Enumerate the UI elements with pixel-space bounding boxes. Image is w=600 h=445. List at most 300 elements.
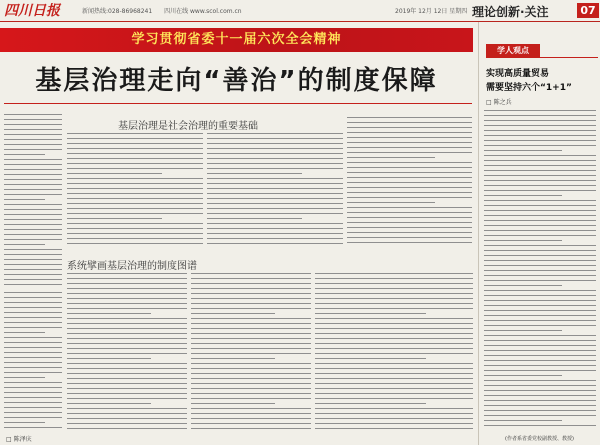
text-line	[4, 367, 62, 368]
text-line	[484, 310, 596, 311]
text-line	[191, 293, 311, 294]
text-line	[484, 300, 596, 301]
text-line	[484, 190, 596, 191]
text-line	[67, 323, 187, 324]
text-line	[484, 280, 596, 281]
text-line	[315, 348, 473, 349]
text-line	[4, 124, 62, 125]
text-line	[484, 405, 596, 406]
text-line	[67, 273, 187, 274]
tag-rule	[540, 57, 598, 58]
text-line	[67, 373, 187, 374]
text-line	[484, 380, 596, 381]
text-line	[4, 154, 45, 155]
text-line	[67, 388, 187, 389]
text-line	[484, 170, 596, 171]
text-line	[207, 163, 343, 164]
text-line	[67, 383, 187, 384]
text-line	[484, 415, 596, 416]
text-line	[315, 378, 473, 379]
text-line	[347, 172, 472, 173]
text-line	[484, 175, 596, 176]
text-line	[315, 353, 473, 354]
text-line	[4, 249, 62, 250]
text-line	[4, 114, 62, 115]
text-line	[67, 148, 203, 149]
text-line	[484, 395, 596, 396]
text-line	[67, 133, 203, 134]
text-line	[4, 209, 62, 210]
text-line	[67, 413, 187, 414]
text-line	[484, 180, 596, 181]
text-line	[347, 207, 472, 208]
text-line	[347, 117, 472, 118]
banner-text: 学习贯彻省委十一届六次全会精神	[131, 32, 342, 47]
text-line	[191, 363, 311, 364]
text-line	[484, 410, 596, 411]
text-line	[347, 237, 472, 238]
text-line	[484, 390, 596, 391]
text-line	[207, 143, 343, 144]
text-line	[67, 278, 187, 279]
text-line	[347, 192, 472, 193]
text-line	[191, 273, 311, 274]
text-line	[484, 235, 596, 236]
text-line	[67, 403, 151, 404]
text-line	[484, 205, 596, 206]
text-line	[484, 285, 562, 286]
text-line	[315, 338, 473, 339]
text-line	[484, 200, 596, 201]
text-line	[191, 393, 311, 394]
text-line	[67, 348, 187, 349]
text-line	[67, 168, 203, 169]
text-line	[4, 292, 62, 293]
text-line	[484, 160, 596, 161]
text-line	[207, 138, 343, 139]
text-line	[4, 402, 62, 403]
text-line	[67, 418, 187, 419]
body-column	[347, 117, 472, 251]
text-line	[4, 194, 62, 195]
text-line	[207, 168, 343, 169]
text-line	[67, 138, 203, 139]
text-line	[67, 293, 187, 294]
text-line	[4, 269, 62, 270]
text-line	[67, 283, 187, 284]
text-line	[484, 225, 596, 226]
text-line	[315, 293, 473, 294]
text-line	[207, 148, 343, 149]
text-line	[484, 335, 596, 336]
text-line	[207, 233, 343, 234]
text-line	[4, 159, 62, 160]
text-line	[315, 313, 426, 314]
text-line	[67, 288, 187, 289]
text-line	[191, 308, 311, 309]
text-line	[347, 142, 472, 143]
text-line	[191, 373, 311, 374]
text-line	[207, 193, 343, 194]
text-line	[4, 129, 62, 130]
text-line	[67, 203, 203, 204]
text-line	[67, 163, 203, 164]
article-headline: 基层治理走向“善治”的制度保障	[35, 66, 438, 96]
text-line	[207, 183, 343, 184]
text-line	[484, 125, 596, 126]
text-line	[484, 340, 596, 341]
text-line	[67, 398, 187, 399]
masthead-info	[82, 6, 252, 15]
text-line	[4, 204, 62, 205]
news-hotline: 新闻热线:028-86968241	[82, 8, 153, 15]
body-column	[67, 133, 203, 251]
text-line	[4, 284, 62, 285]
text-line	[4, 119, 62, 120]
text-line	[207, 173, 302, 174]
text-line	[484, 120, 596, 121]
text-line	[191, 418, 311, 419]
text-line	[4, 224, 62, 225]
text-line	[4, 254, 62, 255]
text-line	[347, 177, 472, 178]
text-line	[4, 149, 62, 150]
text-line	[191, 338, 311, 339]
text-line	[4, 317, 62, 318]
section-title: 理论创新·关注	[472, 5, 549, 19]
text-line	[207, 158, 343, 159]
text-line	[347, 197, 472, 198]
sidebar-title-line1: 实现高质量贸易	[486, 69, 550, 79]
text-line	[191, 283, 311, 284]
text-line	[4, 239, 62, 240]
text-line	[4, 427, 62, 428]
text-line	[484, 140, 596, 141]
text-line	[315, 273, 473, 274]
text-line	[4, 144, 62, 145]
issue-date: 2019年 12月 12日 星期四	[395, 8, 468, 15]
text-line	[4, 219, 62, 220]
text-line	[67, 303, 187, 304]
text-line	[484, 245, 596, 246]
subheading-1: 基层治理是社会治理的重要基础	[118, 121, 258, 132]
text-line	[347, 217, 472, 218]
text-line	[315, 368, 473, 369]
text-line	[4, 264, 62, 265]
text-line	[315, 308, 473, 309]
text-line	[67, 243, 203, 244]
text-line	[67, 378, 187, 379]
text-line	[4, 342, 62, 343]
text-line	[315, 393, 473, 394]
text-line	[191, 413, 311, 414]
text-line	[191, 303, 311, 304]
text-line	[484, 230, 596, 231]
text-line	[4, 229, 62, 230]
text-line	[315, 318, 473, 319]
text-line	[347, 182, 472, 183]
lead-paragraph	[4, 114, 62, 289]
text-line	[484, 315, 596, 316]
text-line	[315, 328, 473, 329]
text-line	[207, 188, 343, 189]
text-line	[67, 208, 203, 209]
text-line	[4, 372, 62, 373]
text-line	[207, 203, 343, 204]
text-line	[484, 165, 596, 166]
text-line	[67, 193, 203, 194]
text-line	[67, 213, 203, 214]
text-line	[315, 418, 473, 419]
text-line	[484, 195, 562, 196]
text-line	[191, 288, 311, 289]
text-line	[191, 403, 275, 404]
text-line	[484, 385, 596, 386]
text-line	[484, 275, 596, 276]
text-line	[207, 198, 343, 199]
text-line	[191, 323, 311, 324]
text-line	[315, 298, 473, 299]
text-line	[67, 308, 187, 309]
text-line	[315, 323, 473, 324]
text-line	[484, 375, 562, 376]
text-line	[191, 353, 311, 354]
text-line	[347, 162, 472, 163]
text-line	[67, 358, 151, 359]
text-line	[4, 184, 62, 185]
text-line	[315, 343, 473, 344]
text-line	[67, 223, 203, 224]
text-line	[207, 153, 343, 154]
text-line	[4, 422, 45, 423]
text-line	[67, 238, 203, 239]
text-line	[315, 383, 473, 384]
text-line	[67, 143, 203, 144]
text-line	[191, 408, 311, 409]
text-line	[315, 403, 426, 404]
text-line	[4, 417, 62, 418]
text-line	[67, 363, 187, 364]
text-line	[4, 297, 62, 298]
text-line	[484, 240, 562, 241]
text-line	[4, 302, 62, 303]
text-line	[67, 183, 203, 184]
text-line	[207, 208, 343, 209]
text-line	[4, 279, 62, 280]
text-line	[484, 210, 596, 211]
text-line	[484, 425, 596, 426]
text-line	[67, 368, 187, 369]
text-line	[347, 212, 472, 213]
text-line	[484, 350, 596, 351]
text-line	[484, 250, 596, 251]
text-line	[207, 228, 343, 229]
text-line	[315, 363, 473, 364]
text-line	[484, 330, 562, 331]
text-line	[315, 288, 473, 289]
text-line	[484, 290, 596, 291]
text-line	[191, 298, 311, 299]
text-line	[484, 115, 596, 116]
text-line	[67, 353, 187, 354]
website-link[interactable]: 四川在线 www.scol.com.cn	[164, 8, 242, 15]
text-line	[347, 227, 472, 228]
text-line	[207, 243, 343, 244]
text-line	[4, 332, 45, 333]
text-line	[4, 322, 62, 323]
text-line	[315, 333, 473, 334]
text-line	[191, 333, 311, 334]
text-line	[347, 242, 472, 243]
text-line	[315, 278, 473, 279]
theme-banner	[0, 28, 473, 52]
text-line	[315, 373, 473, 374]
text-line	[4, 189, 62, 190]
text-line	[4, 362, 62, 363]
text-line	[191, 358, 275, 359]
text-line	[4, 234, 62, 235]
text-line	[484, 110, 596, 111]
text-line	[191, 383, 311, 384]
column-tag: 学人观点	[486, 44, 540, 58]
page-number-badge: 07	[577, 3, 599, 18]
text-line	[191, 278, 311, 279]
text-line	[484, 420, 562, 421]
text-line	[207, 213, 343, 214]
text-line	[4, 164, 62, 165]
text-line	[315, 283, 473, 284]
text-line	[67, 393, 187, 394]
text-line	[4, 179, 62, 180]
text-line	[347, 127, 472, 128]
text-line	[4, 407, 62, 408]
text-line	[4, 382, 62, 383]
text-line	[484, 260, 596, 261]
text-line	[347, 137, 472, 138]
text-line	[191, 328, 311, 329]
text-line	[67, 228, 203, 229]
text-line	[347, 187, 472, 188]
text-line	[4, 397, 62, 398]
sidebar-body-column	[484, 110, 596, 432]
text-line	[67, 408, 187, 409]
text-line	[207, 218, 302, 219]
body-column	[207, 133, 343, 251]
text-line	[191, 428, 311, 429]
text-line	[4, 307, 62, 308]
text-line	[315, 413, 473, 414]
body-column	[191, 273, 311, 433]
text-line	[484, 150, 562, 151]
text-line	[4, 412, 62, 413]
text-line	[67, 313, 151, 314]
text-line	[67, 233, 203, 234]
text-line	[4, 392, 62, 393]
body-column	[315, 273, 473, 433]
text-line	[484, 155, 596, 156]
text-line	[4, 174, 62, 175]
text-line	[484, 145, 596, 146]
text-line	[484, 185, 596, 186]
text-line	[67, 198, 203, 199]
text-line	[4, 244, 45, 245]
body-column	[4, 292, 62, 432]
text-line	[484, 305, 596, 306]
text-line	[67, 173, 162, 174]
article-byline: □ 陈泽庆	[6, 436, 32, 443]
text-line	[484, 370, 596, 371]
text-line	[347, 222, 472, 223]
text-line	[207, 223, 343, 224]
text-line	[484, 135, 596, 136]
text-line	[315, 303, 473, 304]
text-line	[4, 352, 62, 353]
text-line	[67, 333, 187, 334]
text-line	[484, 320, 596, 321]
text-line	[4, 134, 62, 135]
text-line	[315, 423, 473, 424]
text-line	[67, 298, 187, 299]
text-line	[67, 218, 162, 219]
text-line	[347, 232, 472, 233]
text-line	[484, 365, 596, 366]
text-line	[191, 378, 311, 379]
headline-divider	[4, 103, 472, 104]
text-line	[67, 153, 203, 154]
text-line	[191, 423, 311, 424]
text-line	[191, 388, 311, 389]
text-line	[191, 318, 311, 319]
text-line	[191, 368, 311, 369]
text-line	[347, 152, 472, 153]
text-line	[4, 199, 45, 200]
text-line	[4, 377, 45, 378]
text-line	[315, 388, 473, 389]
text-line	[67, 343, 187, 344]
text-line	[484, 215, 596, 216]
text-line	[191, 348, 311, 349]
text-line	[4, 337, 62, 338]
text-line	[484, 270, 596, 271]
text-line	[191, 398, 311, 399]
text-line	[67, 318, 187, 319]
sidebar-author: □ 陈之兵	[486, 99, 512, 106]
sidebar-title-line2: 需要坚持六个“1+1”	[486, 83, 572, 93]
text-line	[4, 312, 62, 313]
text-line	[4, 259, 62, 260]
text-line	[4, 274, 62, 275]
text-line	[315, 398, 473, 399]
text-line	[484, 255, 596, 256]
text-line	[484, 325, 596, 326]
text-line	[207, 178, 343, 179]
masthead	[0, 0, 600, 22]
author-note: (作者系省委党校副教授、教授)	[505, 436, 574, 442]
text-line	[207, 133, 343, 134]
text-line	[4, 357, 62, 358]
text-line	[191, 313, 275, 314]
body-column	[67, 273, 187, 433]
text-line	[4, 139, 62, 140]
text-line	[484, 360, 596, 361]
text-line	[207, 238, 343, 239]
text-line	[347, 147, 472, 148]
text-line	[4, 169, 62, 170]
text-line	[347, 132, 472, 133]
text-line	[484, 220, 596, 221]
text-line	[484, 345, 596, 346]
text-line	[67, 158, 203, 159]
